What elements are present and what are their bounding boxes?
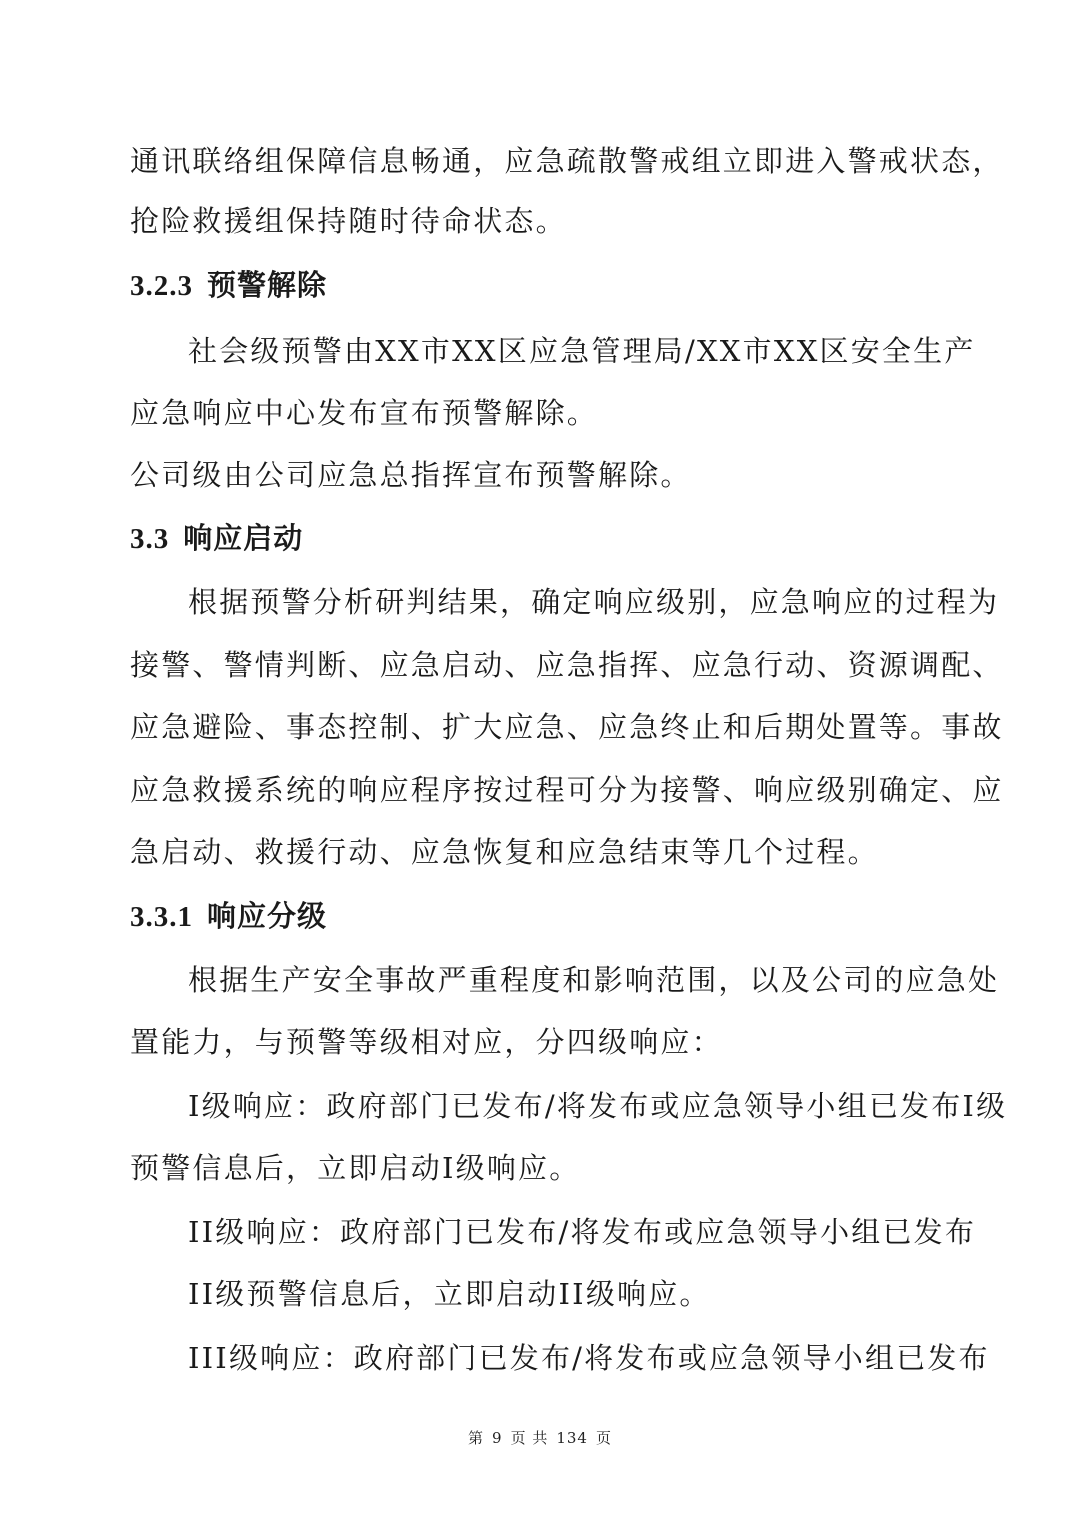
footer-prefix: 第 [468,1429,485,1447]
section-number: 3.2.3 [130,270,193,302]
paragraph-line: I级响应：政府部门已发布/将发布或应急领导小组已发布I级 [188,1089,1008,1123]
section-title: 响应启动 [183,521,304,555]
paragraph-line: II级预警信息后，立即启动II级响应。 [188,1277,711,1311]
page-number: 9 [492,1429,503,1447]
paragraph-line: 置能力，与预警等级相对应，分四级响应： [130,1025,723,1059]
paragraph-line: 应急避险、事态控制、扩大应急、应急终止和后期处置等。事故 [130,710,1004,744]
section-heading-3-2-3 [130,265,327,306]
section-heading-3-3 [130,518,303,559]
paragraph-line: 根据预警分析研判结果，确定响应级别，应急响应的过程为 [188,585,1000,619]
paragraph-line: 急启动、救援行动、应急恢复和应急结束等几个过程。 [130,835,879,869]
paragraph-line: 社会级预警由XX市XX区应急管理局/XX市XX区安全生产 [188,334,976,368]
paragraph-line: 预警信息后，立即启动I级响应。 [130,1151,581,1185]
section-title: 响应分级 [207,899,328,933]
paragraph-line: 通讯联络组保障信息畅通，应急疏散警戒组立即进入警戒状态， [130,144,1004,178]
paragraph-line: II级响应：政府部门已发布/将发布或应急领导小组已发布 [188,1215,977,1249]
paragraph-line: 根据生产安全事故严重程度和影响范围，以及公司的应急处 [188,963,1000,997]
paragraph-line: 应急响应中心发布宣布预警解除。 [130,396,599,430]
paragraph-line: 应急救援系统的响应程序按过程可分为接警、响应级别确定、应 [130,773,1004,807]
paragraph-line: 公司级由公司应急总指挥宣布预警解除。 [130,458,692,492]
total-pages: 134 [556,1429,588,1447]
section-title: 预警解除 [207,268,328,302]
section-heading-3-3-1 [130,896,327,937]
page-footer [0,1428,1080,1448]
section-number: 3.3 [130,523,170,555]
paragraph-line: III级响应：政府部门已发布/将发布或应急领导小组已发布 [188,1341,990,1375]
paragraph-line: 接警、警情判断、应急启动、应急指挥、应急行动、资源调配、 [130,648,1004,682]
section-number: 3.3.1 [130,901,193,933]
footer-suffix: 页 [595,1429,612,1447]
paragraph-line: 抢险救援组保持随时待命状态。 [130,204,567,238]
footer-middle: 页 共 [510,1429,549,1447]
